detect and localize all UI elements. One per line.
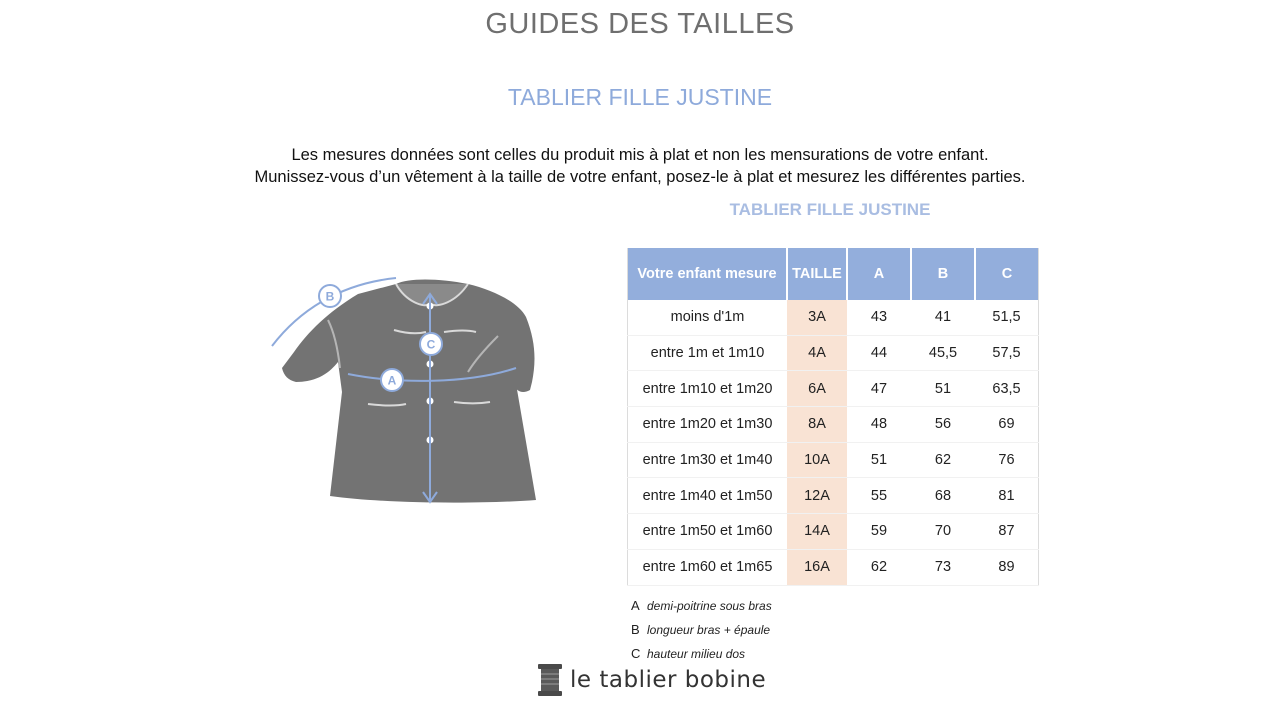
cell-b: 45,5 xyxy=(911,335,975,371)
table-title: TABLIER FILLE JUSTINE xyxy=(729,200,931,219)
table-header-row xyxy=(628,248,1039,300)
table-row xyxy=(628,335,1039,371)
spool-icon xyxy=(536,662,564,698)
marker-a xyxy=(381,369,403,391)
table-row xyxy=(628,478,1039,514)
cell-c: 51,5 xyxy=(975,300,1039,335)
table-row xyxy=(628,371,1039,407)
cell-taille: 3A xyxy=(787,300,847,335)
cell-a: 47 xyxy=(847,371,911,407)
legend-item-b: B longueur bras + épaule xyxy=(631,622,771,637)
header-child-height: Votre enfant mesure xyxy=(628,248,788,300)
page-title: GUIDES DES TAILLES xyxy=(485,8,795,40)
cell-c: 57,5 xyxy=(975,335,1039,371)
garment-diagram xyxy=(268,272,548,512)
cell-c: 87 xyxy=(975,514,1039,550)
brand-name: le tablier bobine xyxy=(570,667,767,693)
cell-height: entre 1m et 1m10 xyxy=(628,335,788,371)
cell-b: 62 xyxy=(911,442,975,478)
cell-height: entre 1m50 et 1m60 xyxy=(628,514,788,550)
cell-c: 89 xyxy=(975,549,1039,585)
header-a: A xyxy=(847,248,911,300)
cell-taille: 16A xyxy=(787,549,847,585)
cell-a: 44 xyxy=(847,335,911,371)
cell-taille: 6A xyxy=(787,371,847,407)
cell-height: entre 1m10 et 1m20 xyxy=(628,371,788,407)
product-title: TABLIER FILLE JUSTINE xyxy=(507,84,773,110)
cell-b: 73 xyxy=(911,549,975,585)
table-row xyxy=(628,549,1039,585)
svg-text:B: B xyxy=(325,289,335,304)
cell-a: 51 xyxy=(847,442,911,478)
measurement-legend xyxy=(631,596,772,668)
cell-c: 63,5 xyxy=(975,371,1039,407)
legend-item-c: C hauteur milieu dos xyxy=(631,646,746,661)
cell-taille: 8A xyxy=(787,407,847,443)
table-row xyxy=(628,300,1039,335)
cell-taille: 10A xyxy=(787,442,847,478)
table-row xyxy=(628,407,1039,443)
cell-b: 70 xyxy=(911,514,975,550)
cell-height: entre 1m30 et 1m40 xyxy=(628,442,788,478)
cell-c: 81 xyxy=(975,478,1039,514)
cell-a: 62 xyxy=(847,549,911,585)
table-row xyxy=(628,514,1039,550)
marker-b xyxy=(319,285,341,307)
svg-text:A: A xyxy=(387,373,397,388)
svg-text:C: C xyxy=(426,337,436,352)
cell-b: 51 xyxy=(911,371,975,407)
measurement-instructions xyxy=(0,144,1280,188)
header-b: B xyxy=(911,248,975,300)
header-c: C xyxy=(975,248,1039,300)
cell-taille: 4A xyxy=(787,335,847,371)
cell-c: 69 xyxy=(975,407,1039,443)
marker-c xyxy=(420,333,442,355)
cell-a: 55 xyxy=(847,478,911,514)
cell-height: entre 1m60 et 1m65 xyxy=(628,549,788,585)
instruction-line-2: Munissez-vous d’un vêtement à la taille de votre enfant, posez-le à plat et mesurez les différentes parties. xyxy=(254,168,1026,186)
cell-b: 68 xyxy=(911,478,975,514)
table-row xyxy=(628,442,1039,478)
cell-a: 43 xyxy=(847,300,911,335)
instruction-line-1: Les mesures données sont celles du produit mis à plat et non les mensurations de votre enfant. xyxy=(291,146,989,164)
cell-height: entre 1m20 et 1m30 xyxy=(628,407,788,443)
cell-b: 56 xyxy=(911,407,975,443)
cell-a: 48 xyxy=(847,407,911,443)
cell-height: entre 1m40 et 1m50 xyxy=(628,478,788,514)
legend-item-a: A demi-poitrine sous bras xyxy=(631,598,772,613)
cell-a: 59 xyxy=(847,514,911,550)
garment-body xyxy=(282,280,536,503)
brand-logo xyxy=(536,660,766,700)
cell-taille: 12A xyxy=(787,478,847,514)
size-table xyxy=(627,248,1039,586)
cell-c: 76 xyxy=(975,442,1039,478)
cell-taille: 14A xyxy=(787,514,847,550)
cell-height: moins d'1m xyxy=(628,300,788,335)
cell-b: 41 xyxy=(911,300,975,335)
header-taille: TAILLE xyxy=(787,248,847,300)
